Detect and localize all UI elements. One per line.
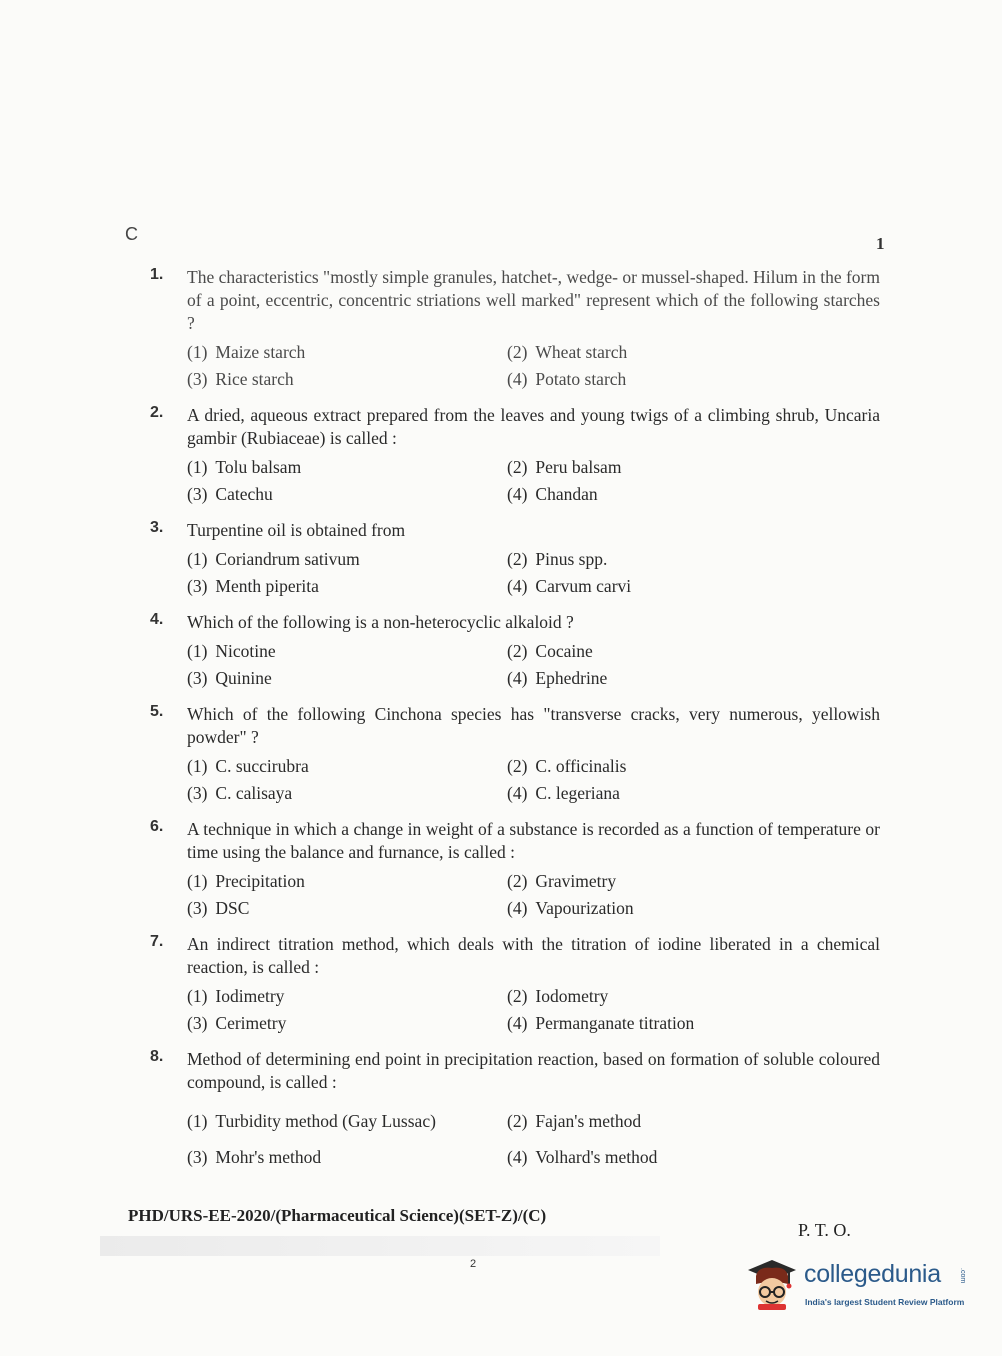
option-1: (1) Tolu balsam [187, 457, 302, 477]
question-number: 8. [150, 1048, 164, 1065]
logo-tagline: India's largest Student Review Platform [805, 1297, 965, 1307]
options [187, 341, 880, 390]
question-text: Which of the following Cinchona species has "transverse cracks, very numerous, yellowish powder" ? [187, 704, 880, 747]
page-number-top: 1 [876, 234, 885, 253]
options [187, 1110, 880, 1168]
option-2: (2) Peru balsam [507, 457, 622, 477]
question-number: 3. [150, 519, 164, 536]
options [187, 985, 880, 1034]
question-8 [150, 1048, 880, 1168]
option-3: (3) Quinine [187, 668, 272, 688]
option-4: (4) Volhard's method [507, 1147, 658, 1167]
set-letter: C [125, 224, 138, 244]
option-3: (3) Catechu [187, 484, 273, 504]
question-text: The characteristics "mostly simple granules, hatchet-, wedge- or mussel-shaped. Hilum in the form of a point, eccentric, concentric striations well marked" represent which of the following starches ? [187, 267, 880, 333]
option-2: (2) C. officinalis [507, 756, 627, 776]
option-4: (4) Chandan [507, 484, 598, 504]
option-3: (3) Cerimetry [187, 1013, 287, 1033]
option-2: (2) Fajan's method [507, 1111, 642, 1131]
option-3: (3) Menth piperita [187, 576, 319, 596]
option-4: (4) Carvum carvi [507, 576, 632, 596]
question-number: 5. [150, 703, 164, 720]
question-text: A technique in which a change in weight of a substance is recorded as a function of temperature or time using the balance and furnance, is called : [187, 819, 880, 862]
option-1: (1) C. succirubra [187, 756, 309, 776]
option-1: (1) Coriandrum sativum [187, 549, 360, 569]
question-5 [150, 703, 880, 804]
question-text: Method of determining end point in precipitation reaction, based on formation of soluble coloured compound, is called : [187, 1049, 880, 1092]
question-6 [150, 818, 880, 919]
question-text: A dried, aqueous extract prepared from the leaves and young twigs of a climbing shrub, Uncaria gambir (Rubiaceae) is called : [187, 405, 880, 448]
option-3: (3) Rice starch [187, 369, 294, 389]
question-7 [150, 933, 880, 1034]
options [187, 870, 880, 919]
option-2: (2) Wheat starch [507, 342, 628, 362]
option-3: (3) C. calisaya [187, 783, 293, 803]
option-2: (2) Gravimetry [507, 871, 617, 891]
scan-shadow [100, 1236, 660, 1256]
question-3 [150, 519, 880, 597]
option-1: (1) Precipitation [187, 871, 305, 891]
options [187, 640, 880, 689]
option-4: (4) Ephedrine [507, 668, 608, 688]
option-4: (4) Potato starch [507, 369, 627, 389]
question-text: Turpentine oil is obtained from [187, 520, 406, 540]
option-2: (2) Cocaine [507, 641, 593, 661]
question-text: An indirect titration method, which deals with the titration of iodine liberated in a chemical reaction, is called : [187, 934, 880, 977]
option-1: (1) Turbidity method (Gay Lussac) [187, 1111, 436, 1131]
paper-code: PHD/URS-EE-2020/(Pharmaceutical Science)(SET-Z)/(C) [128, 1206, 547, 1225]
pto-label: P. T. O. [798, 1220, 851, 1240]
logo-dotcom: .com [959, 1268, 966, 1284]
option-2: (2) Iodometry [507, 986, 609, 1006]
option-1: (1) Maize starch [187, 342, 306, 362]
question-text: Which of the following is a non-heterocyclic alkaloid ? [187, 612, 574, 632]
question-1 [150, 266, 880, 390]
option-4: (4) Vapourization [507, 898, 634, 918]
option-3: (3) DSC [187, 898, 250, 918]
question-number: 4. [150, 611, 164, 628]
question-number: 2. [150, 404, 164, 421]
question-number: 1. [150, 266, 164, 283]
logo-wordmark: collegedunia [804, 1260, 941, 1288]
question-number: 6. [150, 818, 164, 835]
option-4: (4) Permanganate titration [507, 1013, 695, 1033]
question-2 [150, 404, 880, 505]
option-4: (4) C. legeriana [507, 783, 620, 803]
page-number-bottom: 2 [470, 1258, 477, 1270]
question-list [150, 266, 880, 1182]
options [187, 755, 880, 804]
option-1: (1) Nicotine [187, 641, 276, 661]
collegedunia-logo [744, 1250, 969, 1320]
question-4 [150, 611, 880, 689]
graduate-mascot-icon [744, 1256, 800, 1312]
option-3: (3) Mohr's method [187, 1147, 322, 1167]
options [187, 456, 880, 505]
option-1: (1) Iodimetry [187, 986, 285, 1006]
option-2: (2) Pinus spp. [507, 549, 608, 569]
options [187, 548, 880, 597]
question-number: 7. [150, 933, 164, 950]
